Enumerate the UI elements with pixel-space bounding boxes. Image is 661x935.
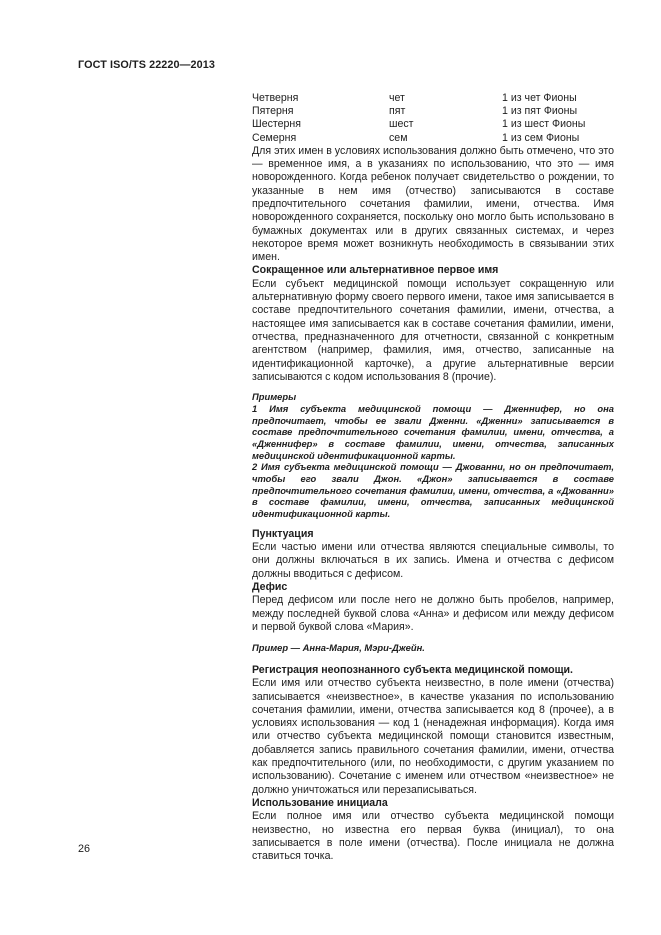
name-cell: Четверня	[252, 92, 299, 104]
name-cell: Пятерня	[252, 105, 294, 118]
abbr-cell: шест	[389, 118, 414, 131]
example-1: 1 Имя субъекта медицинской помощи — Дженнифер, но она предпочитает, чтобы ее звали Дженни. «Дженни» записывается в составе предпочтительного сочетания фамилии, имени, отчества, а «Дженнифер» в составе фамилии, имени, отчества, записанных медицинской идентификационной карты.	[252, 402, 614, 461]
table-row	[252, 132, 614, 145]
section-heading-initial: Использование инициала	[252, 796, 388, 809]
hyphen-paragraph: Перед дефисом или после него не должно быть пробелов, например, между последней буквой слова «Анна» и дефисом или между дефисом и первой буквой слова «Мария».	[252, 594, 614, 633]
punctuation-paragraph: Если частью имени или отчества являются специальные символы, то они должны включаться в их запись. Имена и отчества с дефисом должны вводиться с дефисом.	[252, 541, 614, 580]
newborn-paragraph: Для этих имен в условиях использования должно быть отмечено, что это — временное имя, а в указаниях по использованию, что это — имя новорожденного. Когда ребенок получает свидетельство о рождении, то указанные в нем имя (отчество) записываются в составе предпочтительного сочетания фамилии, имени, отчества. Имя новорожденного сохраняется, поскольку оно могло быть использовано в бумажных документах или в других связанных системах, и через некоторое время может возникнуть необходимость в связывании этих имен.	[252, 144, 614, 264]
initial-paragraph: Если полное имя или отчество субъекта медицинской помощи неизвестно, но известна его первая буква (инициал), то она записывается в поле имени (отчества). После инициала не должна ставиться точка.	[252, 810, 614, 863]
page-number: 26	[78, 843, 91, 855]
hyphen-example: Пример — Анна-Мария, Мэри-Джейн.	[252, 642, 425, 654]
section-heading-punctuation: Пунктуация	[252, 527, 314, 540]
table-row	[252, 118, 614, 131]
usage-cell: 1 из шест Фионы	[502, 118, 586, 131]
page-content	[252, 92, 614, 863]
abbr-cell: чет	[389, 92, 405, 104]
usage-cell: 1 из чет Фионы	[502, 92, 577, 104]
name-cell: Шестерня	[252, 118, 302, 131]
document-header: ГОСТ ISO/TS 22220—2013	[78, 59, 215, 71]
section-heading-short-name: Сокращенное или альтернативное первое имя	[252, 264, 499, 277]
unknown-paragraph: Если имя или отчество субъекта неизвестно, в поле имени (отчества) записывается «неизвестное», в качестве указания по использованию сочетания фамилии, имени, отчества записывается код 8 (прочее), а в условиях использования — код 1 (ненадежная информация). Когда имя или отчество субъекта медицинской помощи становится известным, добавляется запись правильного сочетания фамилии, имени, отчества как предпочтительного (или, по необходимости, с другим указанием по использованию). Сочетание с именем или отчеством «неизвестное» не должно уничтожаться или перезаписываться.	[252, 677, 614, 796]
usage-cell: 1 из пят Фионы	[502, 105, 578, 118]
example-2: 2 Имя субъекта медицинской помощи — Джованни, но он предпочитает, чтобы его звали Джон. «Джон» записывается в составе предпочтительного сочетания фамилии, имени, отчества, а «Джованни» в составе фамилии, имени, отчества, записанных медицинской идентификационной карты.	[252, 461, 614, 520]
name-table	[252, 92, 614, 145]
abbr-cell: сем	[389, 131, 408, 144]
table-row	[252, 105, 614, 118]
examples-title: Примеры	[252, 391, 297, 403]
name-cell: Семерня	[252, 131, 297, 144]
table-row	[252, 92, 614, 105]
usage-cell: 1 из сем Фионы	[502, 131, 580, 144]
section-heading-hyphen: Дефис	[252, 581, 288, 594]
abbr-cell: пят	[389, 105, 406, 118]
section-heading-unknown: Регистрация неопознанного субъекта медицинской помощи.	[252, 663, 574, 676]
short-name-paragraph: Если субъект медицинской помощи использует сокращенную или альтернативную форму своего первого имени, такое имя записывается в составе предпочтительного сочетания фамилии, имени, отчества, а настоящее имя записывается как в составе сочетания фамилии, имени, отчества, предназначенного для отчетности, связанной с конкретным агентством (например, фамилия, имя, отчество, записанные на идентификационной карточке), а другие альтернативные версии записываются с кодом использования 8 (прочие).	[252, 277, 614, 383]
